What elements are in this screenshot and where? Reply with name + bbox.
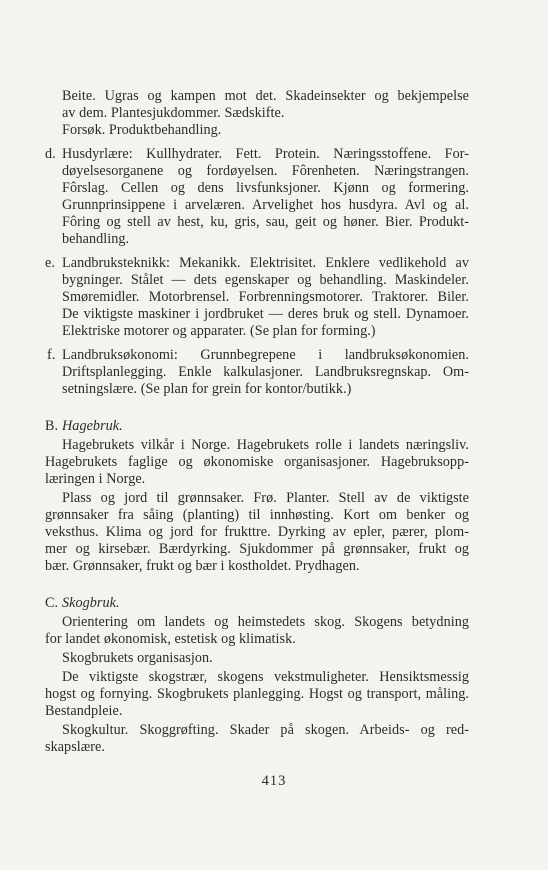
text-line: Husdyrlære: Kullhydrater. Fett. Protein. Næringsstoffene. For- — [62, 146, 469, 162]
text-line: Plass og jord til grønnsaker. Frø. Planter. Stell av de viktigste — [62, 490, 469, 506]
list-marker: e. — [45, 255, 55, 271]
text-line: Grunnprinsippene i arvelæren. Arvelighet hos husdyra. Avl og al. — [62, 197, 469, 213]
text-line: Bestandpleie. — [45, 703, 123, 719]
text-line: Elektriske motorer og apparater. (Se plan for forming.) — [62, 323, 376, 339]
text-line: hogst og fornying. Skogbrukets planlegging. Hogst og transport, måling. — [45, 686, 469, 702]
text-line: Skogbrukets organisasjon. — [62, 650, 213, 666]
text-line: Fôring og stell av hest, ku, gris, sau, geit og høner. Bier. Produkt- — [62, 214, 469, 230]
text-line: Driftsplanlegging. Enkle kalkulasjoner. Landbruksregnskap. Om- — [62, 364, 469, 380]
section-marker: B. — [45, 418, 59, 434]
page-number: 413 — [261, 773, 287, 789]
text-line: De viktigste maskiner i jordbruket — deres bruk og stell. Dynamoer. — [62, 306, 469, 322]
text-line: grønnsaker fra såing (planting) til innhøsting. Kort om benker og — [45, 507, 469, 523]
text-line: døyelsesorganene og fordøyelsen. Fôrenheten. Næringstrangen. — [62, 163, 469, 179]
list-marker: f. — [47, 347, 56, 363]
text-line: læringen i Norge. — [45, 471, 146, 487]
text-line: Fôrslag. Cellen og dens livsfunksjoner. Kjønn og formering. — [62, 180, 469, 196]
text-line: mer og kirsebær. Bærdyrking. Sjukdommer på grønnsaker, frukt og — [45, 541, 469, 557]
text-line: Orientering om landets og heimstedets skog. Skogens betydning — [62, 614, 469, 630]
text-line: Hagebrukets vilkår i Norge. Hagebrukets rolle i landets næringsliv. — [62, 437, 469, 453]
text-line: for landet økonomisk, estetisk og klimatisk. — [45, 631, 296, 647]
text-line: Landbruksteknikk: Mekanikk. Elektrisitet. Enklere vedlikehold av — [62, 255, 469, 271]
text-line: av dem. Plantesjukdommer. Sædskifte. — [62, 105, 285, 121]
text-line: Smøremidler. Motorbrensel. Forbrenningsmotorer. Traktorer. Biler. — [62, 289, 469, 305]
text-line: De viktigste skogstrær, skogens vekstmuligheter. Hensiktsmessig — [62, 669, 469, 685]
text-line: Hagebrukets faglige og økonomiske organisasjoner. Hagebruksopp- — [45, 454, 469, 470]
section-title: Hagebruk. — [62, 418, 123, 434]
text-line: behandling. — [62, 231, 130, 247]
section-marker: C. — [45, 595, 59, 611]
text-line: bygninger. Stålet — dets egenskaper og behandling. Maskindeler. — [62, 272, 469, 288]
text-line: Beite. Ugras og kampen mot det. Skadeinsekter og bekjempelse — [62, 88, 469, 104]
text-line: veksthus. Klima og jord for frukttre. Dyrking av epler, pærer, plom- — [45, 524, 469, 540]
list-marker: d. — [45, 146, 56, 162]
section-title: Skogbruk. — [62, 595, 120, 611]
text-line: Forsøk. Produktbehandling. — [62, 122, 222, 138]
text-line: setningslære. (Se plan for grein for kontor/butikk.) — [62, 381, 352, 397]
text-line: Landbruksøkonomi: Grunnbegrepene i landbruksøkonomien. — [62, 347, 469, 363]
text-line: bær. Grønnsaker, frukt og bær i kostholdet. Prydhagen. — [45, 558, 360, 574]
text-line: skapslære. — [45, 739, 106, 755]
text-line: Skogkultur. Skoggrøfting. Skader på skogen. Arbeids- og red- — [62, 722, 469, 738]
